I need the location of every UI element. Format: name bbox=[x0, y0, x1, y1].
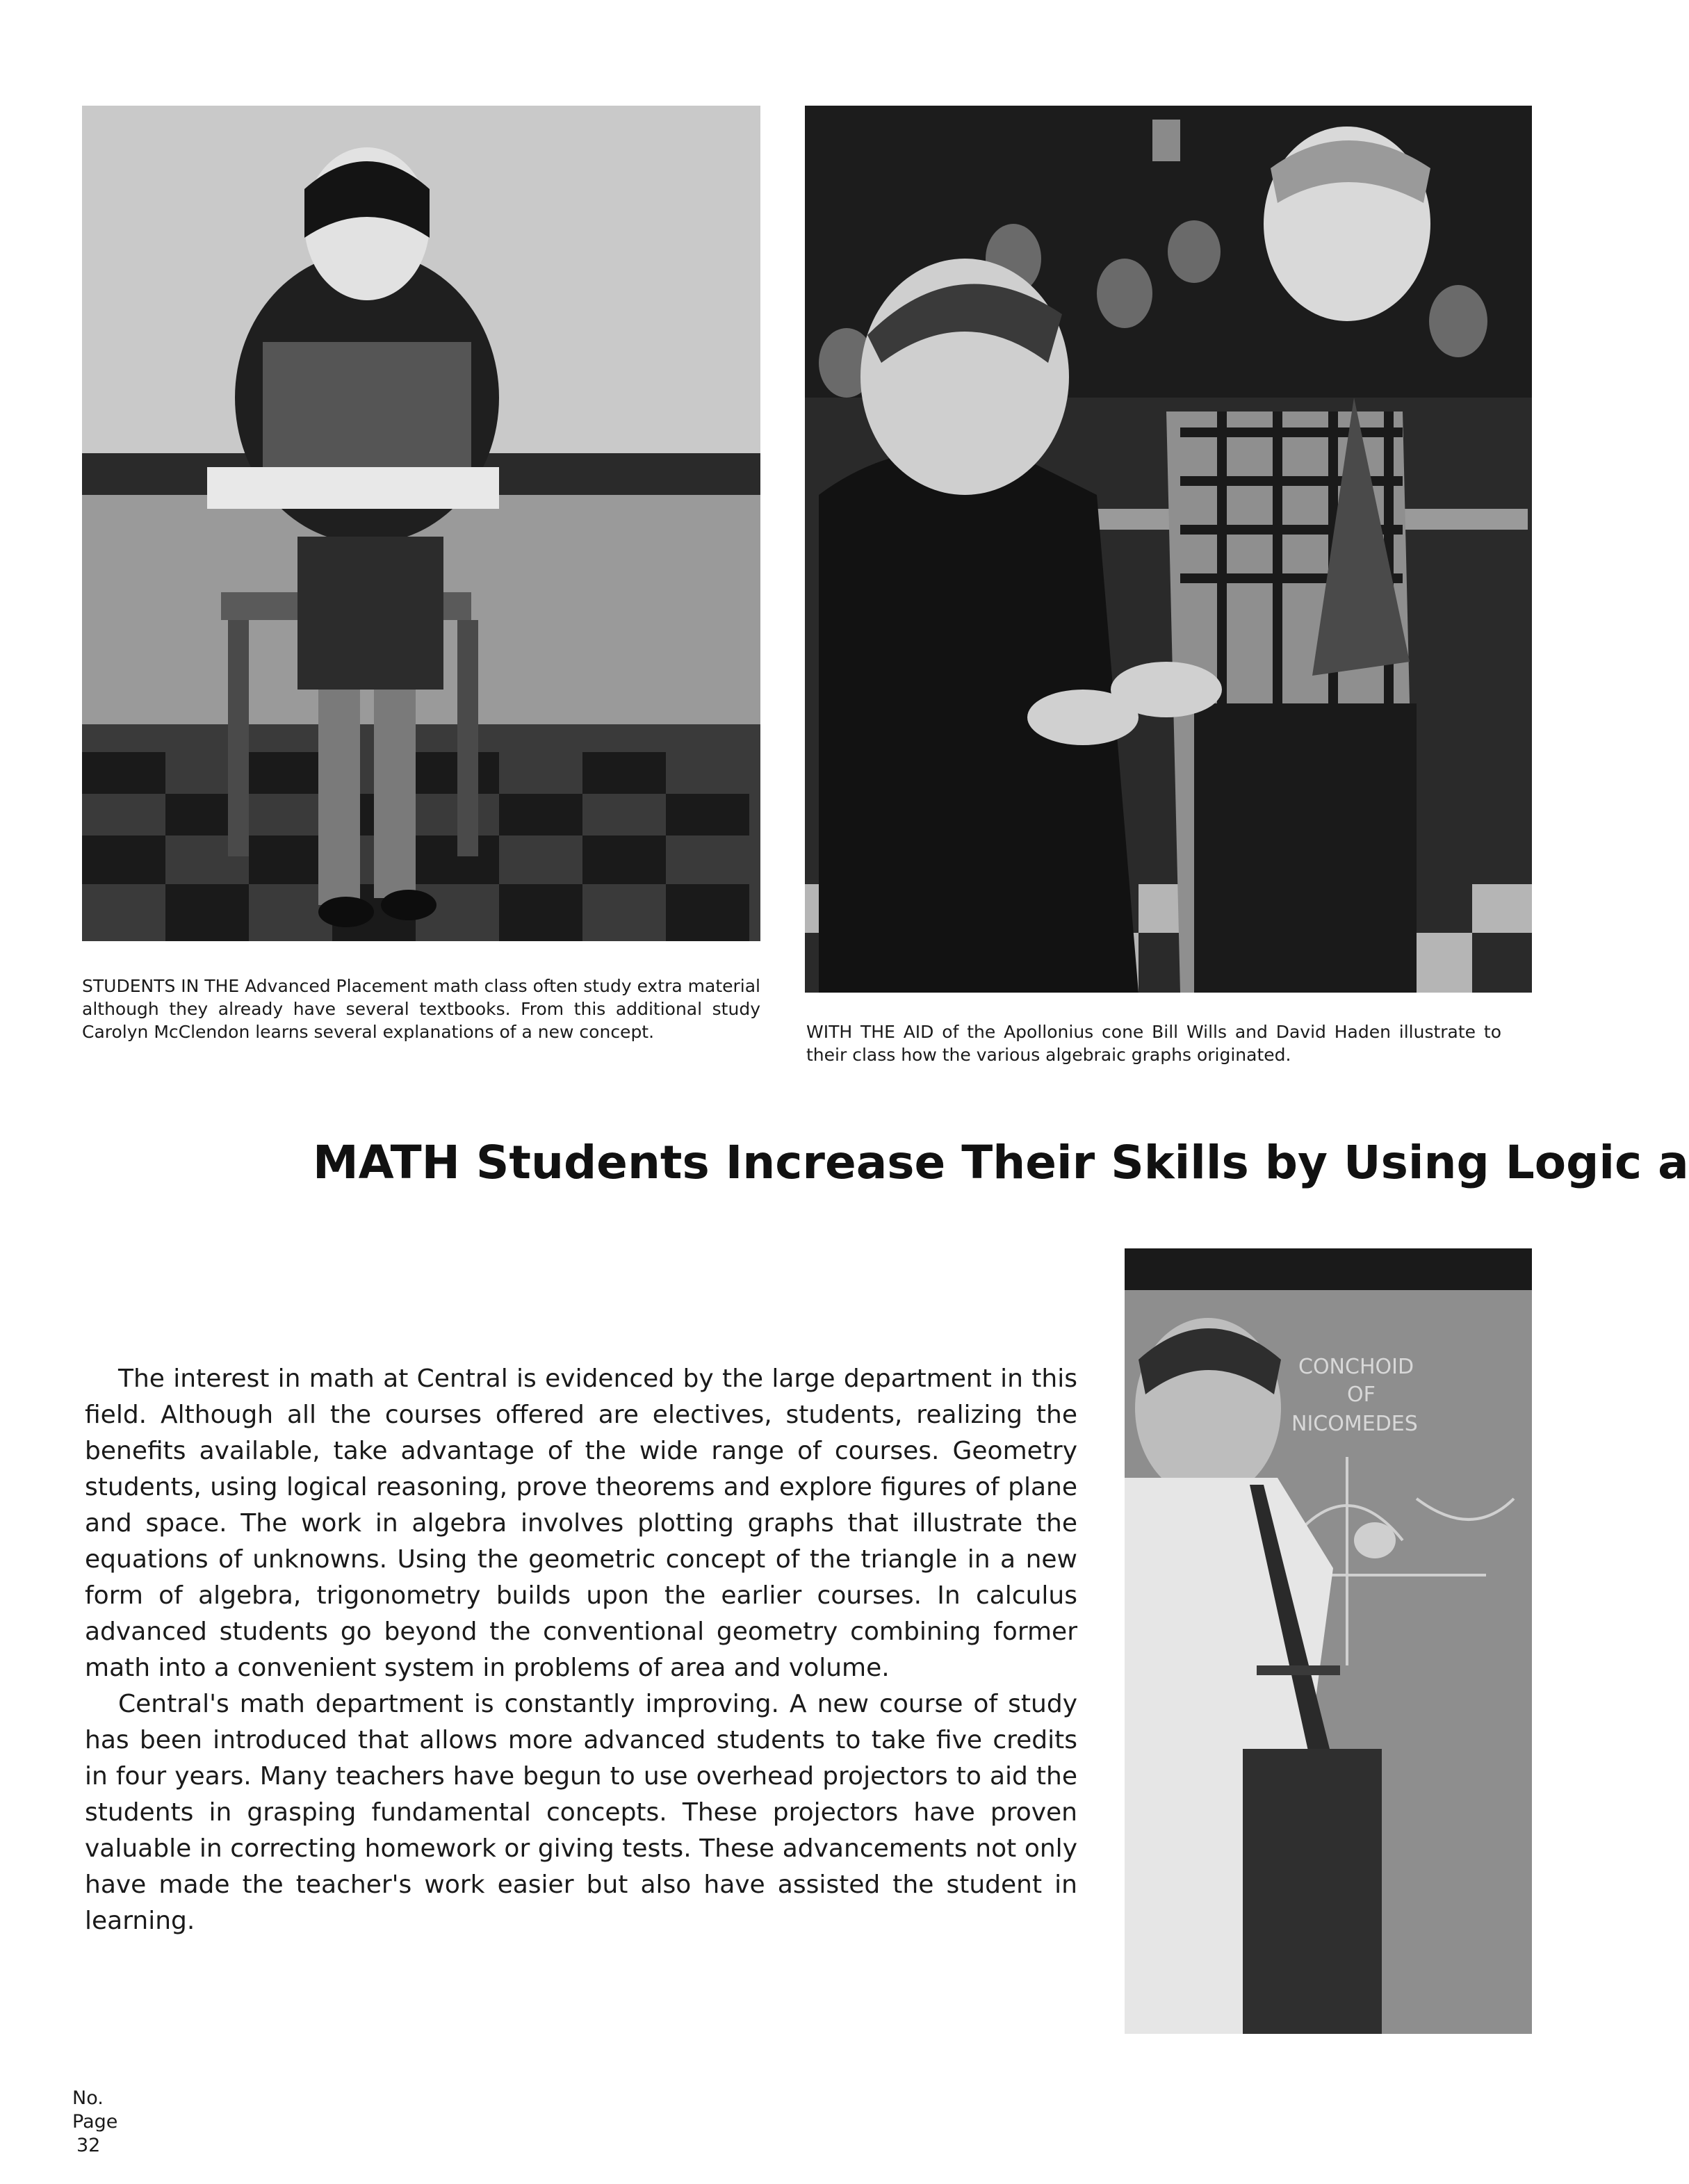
photo-caption-apollonius-cone: WITH THE AID of the Apollonius cone Bill Wills and David Haden illustrate to their class how the various algebraic graphs originated. bbox=[806, 1022, 1501, 1065]
article-paragraph-1: The interest in math at Central is evidenced by the large department in this field. Although all the courses offered are electives, students, realizing the benefits available, take advantage of the wide range of courses. Geometry students, using logical reasoning, prove theorems and explore figures of plane and space. The work in algebra involves plotting graphs that illustrate the equations of unknowns. Using the geometric concept of the triangle in a new form of algebra, trigonometry builds upon the earlier courses. In calculus advanced students go beyond the conventional geometry combining former math into a convenient system in problems of area and volume. bbox=[85, 1364, 1077, 1682]
page-number-label-page: Page bbox=[72, 2111, 118, 2133]
photo-apollonius-cone-image bbox=[805, 106, 1532, 993]
article-headline: MATH Students Increase Their Skills by Using Logic a bbox=[313, 1136, 1689, 1189]
photo-student-reading-image bbox=[82, 106, 760, 941]
photo-apollonius-cone bbox=[805, 106, 1532, 993]
photo-teacher-chalkboard bbox=[1125, 1248, 1532, 2034]
page-number-label-no: No. bbox=[72, 2087, 104, 2109]
photo-student-reading bbox=[82, 106, 760, 941]
photo-caption-student-reading: STUDENTS IN THE Advanced Placement math class often study extra material although they already have several textbooks. From this additional study Carolyn McClendon learns several explanations of a new concept. bbox=[82, 976, 760, 1042]
chalkboard-word-1: CONCHOID bbox=[1298, 1355, 1414, 1379]
article-body bbox=[85, 1361, 1077, 1939]
page-number-block bbox=[72, 2087, 117, 2158]
photo-teacher-chalkboard-image bbox=[1125, 1248, 1532, 2034]
chalkboard-word-3: NICOMEDES bbox=[1291, 1412, 1418, 1436]
article-paragraph-2: Central's math department is constantly improving. A new course of study has been introduced that allows more advanced students to take five credits in four years. Many teachers have begun to use overhead projectors to aid the students in grasping fundamental concepts. These projectors have proven valuable in correcting homework or giving tests. These advancements not only have made the teacher's work easier but also have assisted the student in learning. bbox=[85, 1690, 1077, 1935]
chalkboard-word-2: OF bbox=[1347, 1383, 1376, 1407]
page-number-value: 32 bbox=[76, 2135, 101, 2156]
